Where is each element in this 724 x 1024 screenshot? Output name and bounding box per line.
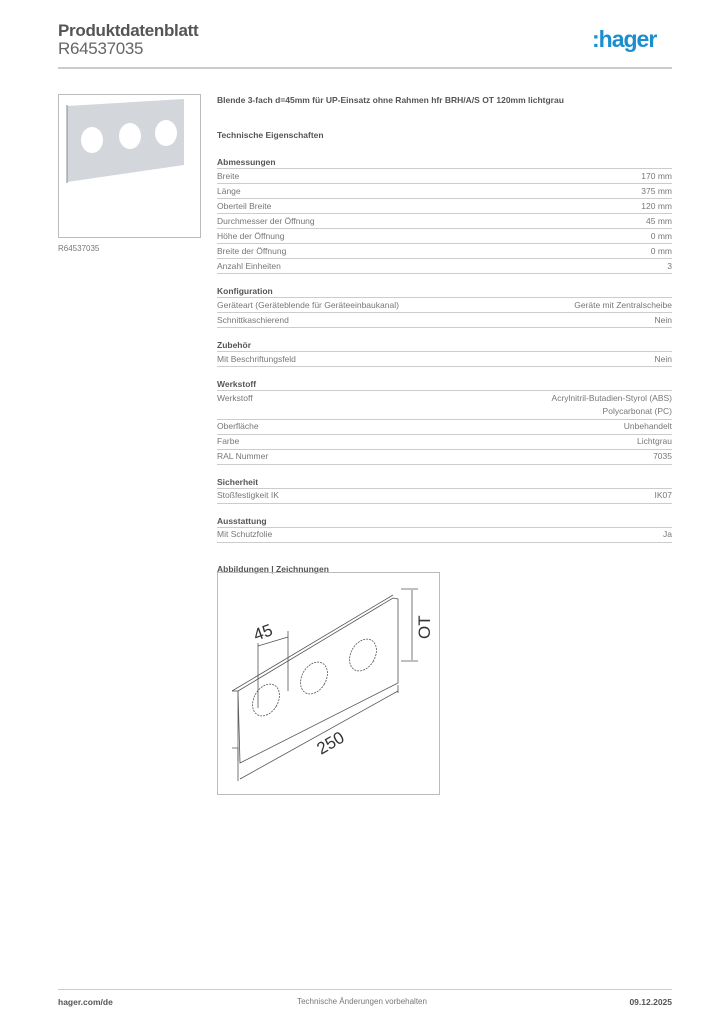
spec-value-line: Ja <box>663 529 672 539</box>
spec-value <box>667 260 672 274</box>
spec-value-line: Geräte mit Zentralscheibe <box>574 299 672 310</box>
spec-value <box>655 489 673 503</box>
spec-value <box>574 299 672 313</box>
spec-section <box>217 377 672 465</box>
spec-row <box>217 244 672 259</box>
spec-section <box>217 338 672 367</box>
spec-row <box>217 229 672 244</box>
spec-value-line: 0 mm <box>650 245 672 256</box>
spec-value-line: Polycarbonat (PC) <box>602 406 672 416</box>
spec-value-line: 375 mm <box>641 185 672 196</box>
spec-label: Breite der Öffnung <box>217 245 287 256</box>
spec-row <box>217 214 672 229</box>
spec-value <box>663 528 672 542</box>
spec-value <box>646 215 672 229</box>
spec-row <box>217 259 672 274</box>
image-caption: R64537035 <box>58 244 100 253</box>
section-heading: Konfiguration <box>217 284 672 298</box>
footer-website-link[interactable]: hager.com/de <box>58 997 113 1007</box>
section-heading: Abmessungen <box>217 155 672 169</box>
length-dimension-label: 250 <box>313 727 348 759</box>
page-title: Produktdatenblatt <box>58 21 199 40</box>
spec-value <box>641 170 672 184</box>
spec-value <box>655 314 672 328</box>
spec-value <box>651 245 672 259</box>
spec-value-line: 3 <box>667 260 672 271</box>
spec-value <box>552 392 672 419</box>
spec-row <box>217 528 672 543</box>
spec-section <box>217 514 672 543</box>
figures-heading: Abbildungen | Zeichnungen <box>217 563 329 574</box>
spec-value <box>641 200 672 214</box>
spec-label: Anzahl Einheiten <box>217 260 281 271</box>
spec-value-line: Unbehandelt <box>623 421 672 431</box>
section-heading: Sicherheit <box>217 475 672 489</box>
spec-row <box>217 450 672 465</box>
spec-label: RAL Nummer <box>217 451 269 461</box>
spec-label: Schnittkaschierend <box>217 314 289 325</box>
spec-label: Geräteart (Geräteblende für Geräteeinbaukanal) <box>217 299 399 310</box>
header-divider <box>58 67 672 69</box>
spec-row <box>217 489 672 504</box>
product-code: R64537035 <box>58 39 144 58</box>
spec-value <box>641 185 672 199</box>
tech-heading: Technische Eigenschaften <box>217 130 324 140</box>
spec-row <box>217 352 672 367</box>
spec-label: Farbe <box>217 436 240 446</box>
spec-row <box>217 169 672 184</box>
spec-row <box>217 391 672 420</box>
height-dimension-label: OT <box>415 615 434 639</box>
spec-label: Länge <box>217 185 241 196</box>
spec-value-line: 170 mm <box>641 170 672 181</box>
spec-label: Durchmesser der Öffnung <box>217 215 315 226</box>
spec-value-line: IK07 <box>654 490 672 500</box>
section-heading: Ausstattung <box>217 514 672 528</box>
spec-label: Oberfläche <box>217 421 259 431</box>
spec-value-line: Lichtgrau <box>637 436 672 446</box>
spec-value <box>637 435 672 449</box>
spec-value <box>651 230 672 244</box>
product-name: Blende 3-fach d=45mm für UP-Einsatz ohne Rahmen hfr BRH/A/S OT 120mm lichtgrau <box>217 95 564 105</box>
technical-drawing <box>217 572 440 795</box>
spec-row <box>217 435 672 450</box>
spec-row <box>217 313 672 328</box>
spec-label: Mit Beschriftungsfeld <box>217 353 296 364</box>
spec-value-line: 7035 <box>653 451 672 461</box>
spec-value-line: 120 mm <box>641 200 672 211</box>
spec-value-line: Nein <box>654 353 672 364</box>
footer-date: 09.12.2025 <box>629 997 672 1007</box>
spec-label: Oberteil Breite <box>217 200 272 211</box>
spec-value-line: 45 mm <box>646 215 672 226</box>
diameter-dimension-label: 45 <box>250 620 276 645</box>
spec-label: Werkstoff <box>217 392 253 403</box>
spec-column <box>217 95 672 574</box>
spec-value <box>624 420 672 434</box>
spec-section <box>217 155 672 274</box>
spec-label: Stoßfestigkeit IK <box>217 490 279 500</box>
section-heading: Zubehör <box>217 338 672 352</box>
spec-label: Breite <box>217 170 240 181</box>
spec-value <box>653 450 672 464</box>
spec-label: Mit Schutzfolie <box>217 529 273 539</box>
spec-value-line: Acrylnitril-Butadien-Styrol (ABS) <box>551 392 672 403</box>
spec-value-line: Nein <box>654 314 672 325</box>
spec-value-line: 0 mm <box>650 230 672 241</box>
spec-row <box>217 420 672 435</box>
section-heading: Werkstoff <box>217 377 672 391</box>
spec-label: Höhe der Öffnung <box>217 230 285 241</box>
product-image <box>58 94 201 238</box>
spec-row <box>217 298 672 313</box>
spec-section <box>217 475 672 504</box>
hager-logo: :hager <box>592 26 657 52</box>
spec-row <box>217 199 672 214</box>
spec-section <box>217 284 672 328</box>
spec-row <box>217 184 672 199</box>
footer-disclaimer: Technische Änderungen vorbehalten <box>297 997 427 1006</box>
spec-value <box>655 353 672 367</box>
footer-divider <box>58 989 672 990</box>
